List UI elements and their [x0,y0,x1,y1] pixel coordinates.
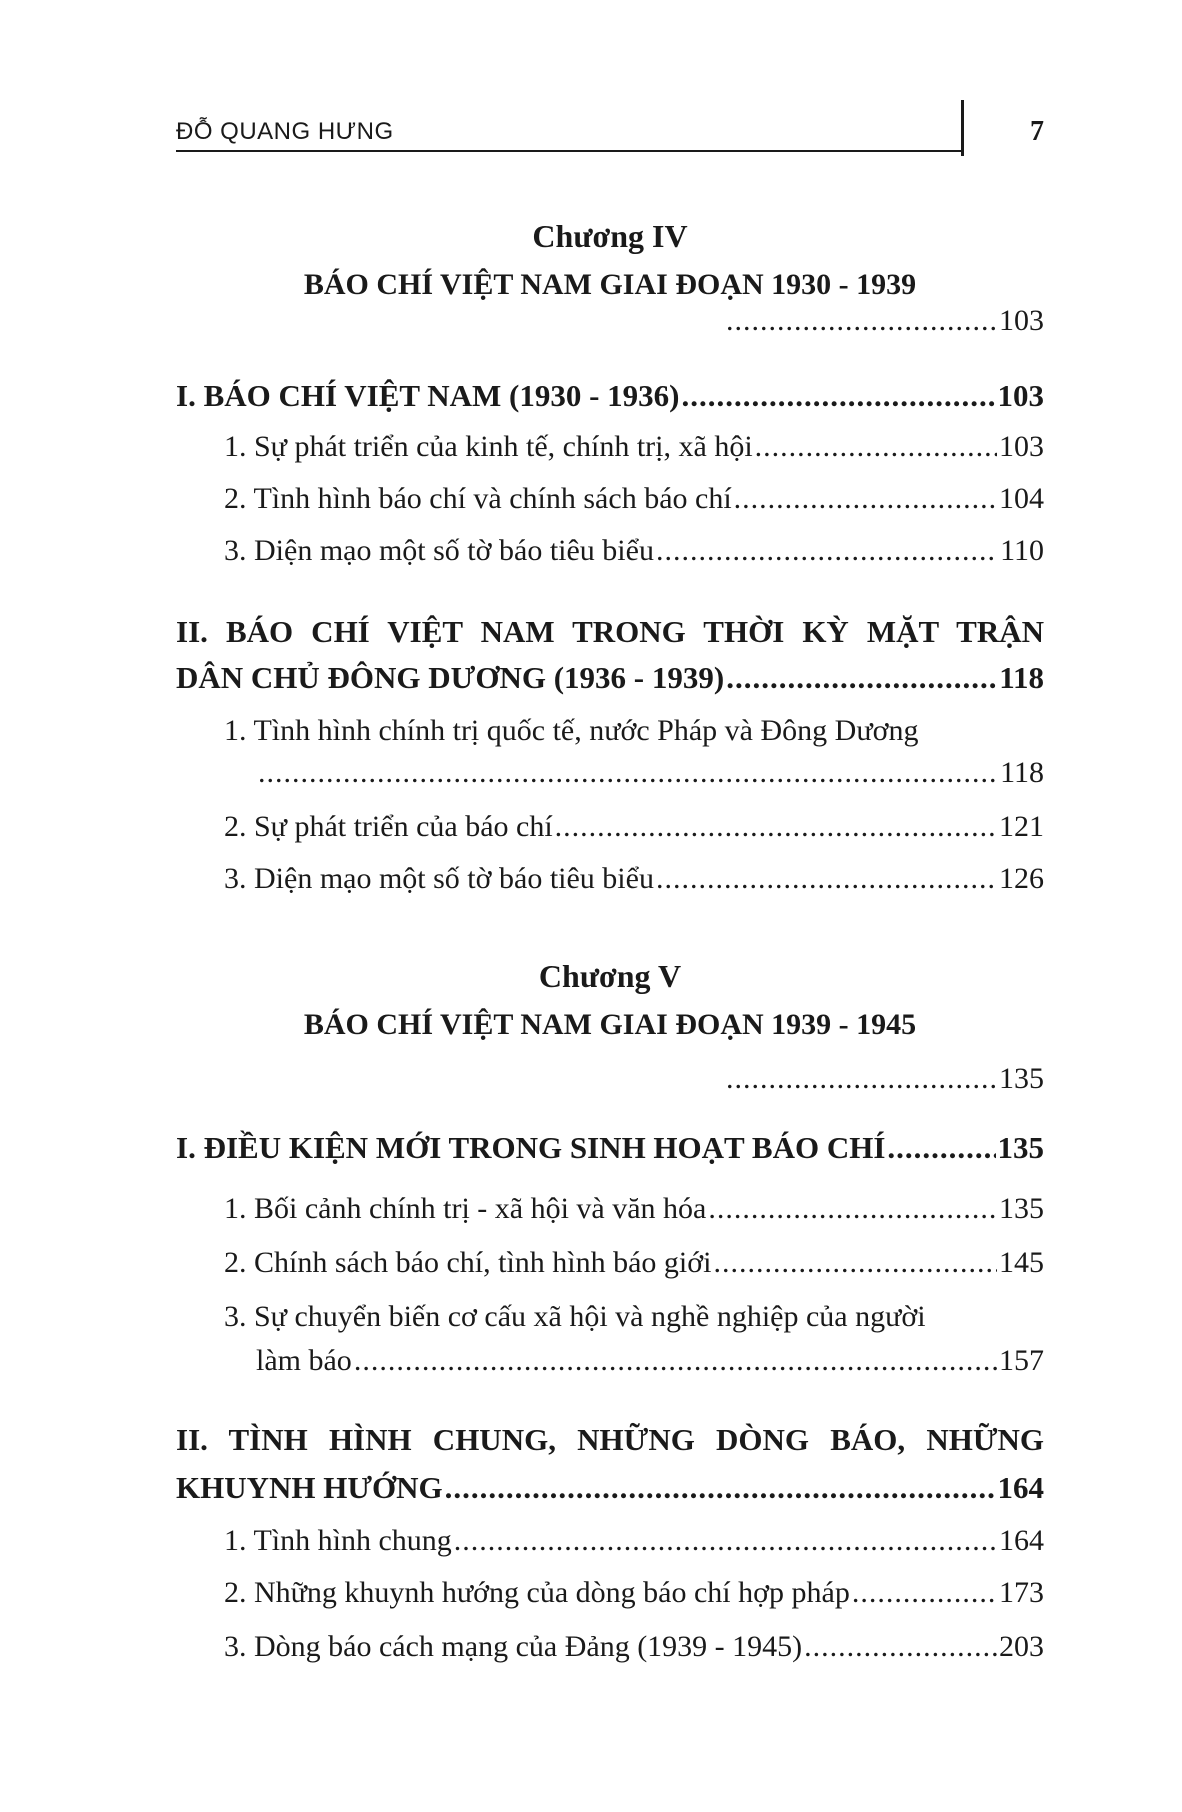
section-page: 164 [997,1470,1044,1505]
toc-item [224,1246,1044,1286]
chapter-subtitle: BÁO CHÍ VIỆT NAM GIAI ĐOẠN 1930 - 1939 [303,268,917,301]
chapter-title: Chương V [538,958,682,994]
leader-dots [734,482,997,516]
item-page: 103 [999,430,1044,463]
section-title: I. BÁO CHÍ VIỆT NAM (1930 - 1936) [176,378,680,413]
toc-item [256,1344,1044,1384]
section-title-line1: II. TÌNH HÌNH CHUNG, NHỮNG DÒNG BÁO, NHỮNG [176,1422,1044,1457]
item-label: 3. Diện mạo một số tờ báo tiêu biểu [224,862,654,895]
leader-dots [708,1192,997,1226]
item-page: 145 [999,1246,1044,1279]
item-page: 164 [999,1524,1044,1557]
leader-dots [656,862,997,896]
leader-dots [804,1630,997,1664]
item-page: 157 [999,1344,1044,1377]
leader-dots [656,534,998,568]
chapter-page: 103 [999,304,1044,337]
header-rule [176,150,964,152]
leader-dots [755,430,997,464]
leader-dots [726,660,997,696]
header-vertical-rule [961,100,964,156]
item-page: 173 [999,1576,1044,1609]
item-label: 3. Sự chuyển biến cơ cấu xã hội và nghề nghiệp của người [224,1300,926,1333]
leader-dots [852,1576,997,1610]
item-label-line2: làm báo [256,1344,352,1377]
leader-dots [445,1470,996,1506]
toc-item [224,862,1044,902]
item-label: 1. Tình hình chung [224,1524,452,1557]
toc-item [224,1192,1044,1232]
item-page: 104 [999,482,1044,515]
leader-dots [258,756,998,790]
page-number: 7 [1030,116,1044,147]
toc-item [224,534,1044,574]
item-page: 118 [1000,756,1044,789]
leader-dots [682,378,996,414]
toc-section [176,378,1044,418]
item-page: 203 [999,1630,1044,1663]
section-page: 103 [997,378,1044,413]
leader-dots [555,810,997,844]
leader-dots [726,304,997,338]
item-label: 2. Những khuynh hướng của dòng báo chí hợp pháp [224,1576,850,1609]
item-page: 126 [999,862,1044,895]
toc-item [224,810,1044,850]
toc-section [176,660,1044,700]
section-page: 118 [999,660,1044,695]
toc-section [176,1470,1044,1510]
leader-dots [713,1246,997,1280]
chapter-page-line [724,1062,1044,1102]
toc-item [224,430,1044,470]
chapter-title: Chương IV [532,218,688,254]
item-page: 121 [999,810,1044,843]
author-name: ĐỖ QUANG HƯNG [176,118,394,145]
section-page: 135 [997,1130,1044,1165]
item-label: 3. Diện mạo một số tờ báo tiêu biểu [224,534,654,567]
toc-item [224,1630,1044,1670]
toc-item [224,1524,1044,1564]
chapter-page-line [724,304,1044,344]
leader-dots [726,1062,997,1096]
section-title-line2: DÂN CHỦ ĐÔNG DƯƠNG (1936 - 1939) [176,660,725,695]
leader-dots [887,1130,995,1166]
section-title-line2: KHUYNH HƯỚNG [176,1470,443,1505]
item-label: 1. Tình hình chính trị quốc tế, nước Pháp và Đông Dương [224,714,919,747]
toc-section [176,1130,1044,1170]
item-label: 1. Sự phát triển của kinh tế, chính trị, xã hội [224,430,753,463]
section-title: I. ĐIỀU KIỆN MỚI TRONG SINH HOẠT BÁO CHÍ [176,1130,886,1165]
toc-item [256,756,1044,796]
section-title-line1: II. BÁO CHÍ VIỆT NAM TRONG THỜI KỲ MẶT TRẬN [176,614,1044,649]
chapter-subtitle: BÁO CHÍ VIỆT NAM GIAI ĐOẠN 1939 - 1945 [303,1008,917,1041]
running-header [176,112,1044,158]
item-label: 1. Bối cảnh chính trị - xã hội và văn hóa [224,1192,707,1225]
item-page: 110 [1000,534,1044,567]
toc-item [224,1576,1044,1616]
item-label: 2. Sự phát triển của báo chí [224,810,553,843]
item-label: 3. Dòng báo cách mạng của Đảng (1939 - 1945) [224,1630,803,1663]
item-label: 2. Tình hình báo chí và chính sách báo chí [224,482,732,515]
chapter-page: 135 [999,1062,1044,1095]
leader-dots [354,1344,997,1378]
item-label: 2. Chính sách báo chí, tình hình báo giới [224,1246,712,1279]
item-page: 135 [999,1192,1044,1225]
leader-dots [454,1524,997,1558]
toc-item [224,482,1044,522]
